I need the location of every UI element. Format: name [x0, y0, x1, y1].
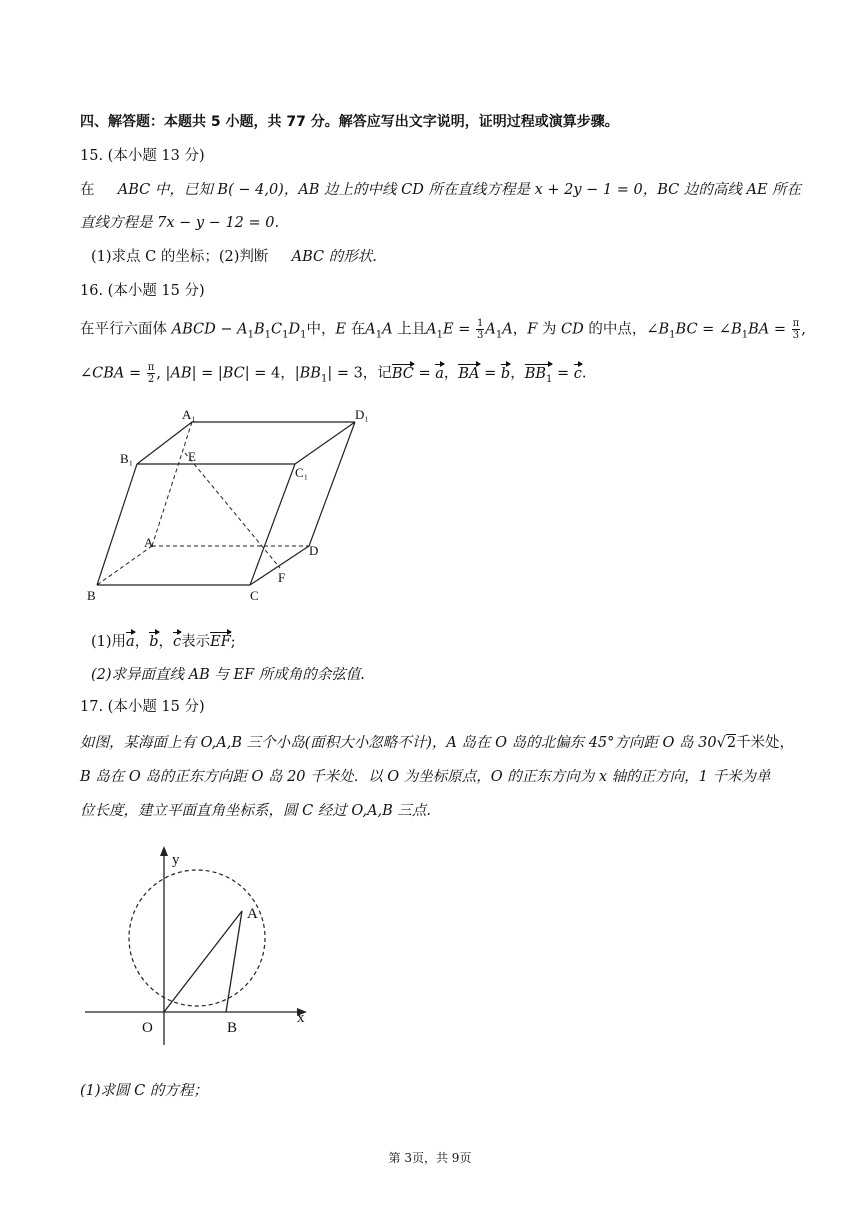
problem-15-heading: 15. (本小题 13 分)	[80, 148, 205, 164]
segment-a-b	[226, 911, 242, 1012]
problem-17-text-line-1: 如图，某海面上有 O,A,B 三个小岛(面积大小忽略不计)，A 岛在 O 岛的北偏东 45°方向距 O 岛 30√2千米处，	[80, 735, 795, 751]
problem-15-questions	[91, 247, 377, 267]
parallelepiped-figure	[80, 405, 390, 605]
edge-a-b-hidden	[97, 546, 152, 585]
page-footer: 第 3页，共 9页	[388, 1151, 472, 1165]
problem-16-q1: (1)用a，b，c表示EF;	[91, 634, 236, 650]
figure2-label-y: y	[172, 852, 180, 868]
problem-17-text-1a: 如图，某海面上有 O,A,B 三个小岛(面积大小忽略不计)，A 岛在 O 岛的北偏东 45°方向距 O 岛 30	[80, 735, 717, 751]
problem-17-heading: 17. (本小题 15 分)	[80, 699, 205, 715]
problem-17-sqrt-value: 2	[726, 735, 737, 751]
edge-b1-a1	[137, 422, 192, 464]
figure2-label-B: B	[227, 1020, 238, 1036]
figure1-label-B1: B₁	[120, 451, 134, 466]
problem-15-text: ABC 中，已知 B( − 4,0)，AB 边上的中线 CD 所在直线方程是 x + 2y − 1 = 0，BC 边的高线 AE 所在	[117, 182, 802, 198]
problem-17-text-line-3: 位长度，建立平面直角坐标系，圆 C 经过 O,A,B 三点.	[80, 803, 432, 819]
problem-15-text-line-2: 直线方程是 7x − y − 12 = 0.	[80, 215, 280, 231]
figure1-label-C1: C₁	[295, 465, 309, 480]
figure1-label-A1: A₁	[182, 407, 196, 422]
problem-16-q2: (2)求异面直线 AB 与 EF 所成角的余弦值.	[91, 667, 365, 683]
problem-17-text-line-2: B 岛在 O 岛的正东方向距 O 岛 20 千米处．以 O 为坐标原点，O 的正东方向为 x 轴的正方向，1 千米为单	[80, 769, 771, 785]
figure2-label-A: A	[247, 906, 258, 922]
figure1-label-F: F	[278, 570, 286, 585]
figure1-label-C: C	[250, 588, 259, 603]
figure2-label-O: O	[142, 1020, 153, 1036]
problem-17-q1: (1)求圆 C 的方程；	[80, 1083, 208, 1099]
segment-e-f-hidden	[185, 453, 280, 568]
problem-15-prefix: 在	[80, 182, 95, 198]
problem-15-text-line-1	[80, 180, 801, 200]
circle-c	[129, 870, 265, 1006]
edge-b1-b	[97, 464, 137, 585]
figure1-label-E: E	[188, 449, 196, 464]
problem-15-q1: (1)求点 C 的坐标；(2)判断	[91, 249, 269, 265]
edge-d1-d	[309, 422, 355, 546]
problem-16-q1-prefix: (1)用	[91, 634, 127, 650]
edge-d1-c1	[295, 422, 355, 464]
y-axis-arrow	[160, 846, 168, 856]
figure1-label-D: D	[309, 543, 319, 558]
problem-16-text-line-1: 在平行六面体 ABCD − $A_1B_1C_1D_1$中，E 在$A_1A$ 上且$A_1E$ = $\frac{1}{3}$ $A_1A$，F 为 CD 的中点，$\angle B_1BC$ = $\angle B_1BA$ = $\frac{\pi}{3}$ ,	[80, 318, 806, 341]
problem-16-heading: 16. (本小题 15 分)	[80, 283, 205, 299]
problem-17-text-1c: 千米处，	[736, 735, 795, 751]
figure1-label-D1: D₁	[355, 407, 369, 422]
edge-a1-a-hidden	[152, 422, 192, 546]
figure2-label-x: x	[297, 1010, 305, 1026]
edge-c1-c	[250, 464, 295, 585]
coordinate-circle-figure	[85, 840, 325, 1055]
section-header: 四、解答题：本题共 5 小题，共 77 分。解答应写出文字说明，证明过程或演算步骤。	[80, 114, 619, 130]
problem-16-q1-mid: 表示	[181, 634, 211, 650]
problem-15-q1b: ABC 的形状.	[291, 249, 377, 265]
figure1-label-B: B	[87, 588, 96, 603]
problem-16-text-line-2: ∠CBA = $\frac{\pi}{2}$ , |AB| = |BC| = 4，$|BB_1| = 3$，记BC = a，BA = b，$BB_1 = c$.	[80, 362, 586, 389]
figure1-label-A: A	[144, 535, 154, 550]
